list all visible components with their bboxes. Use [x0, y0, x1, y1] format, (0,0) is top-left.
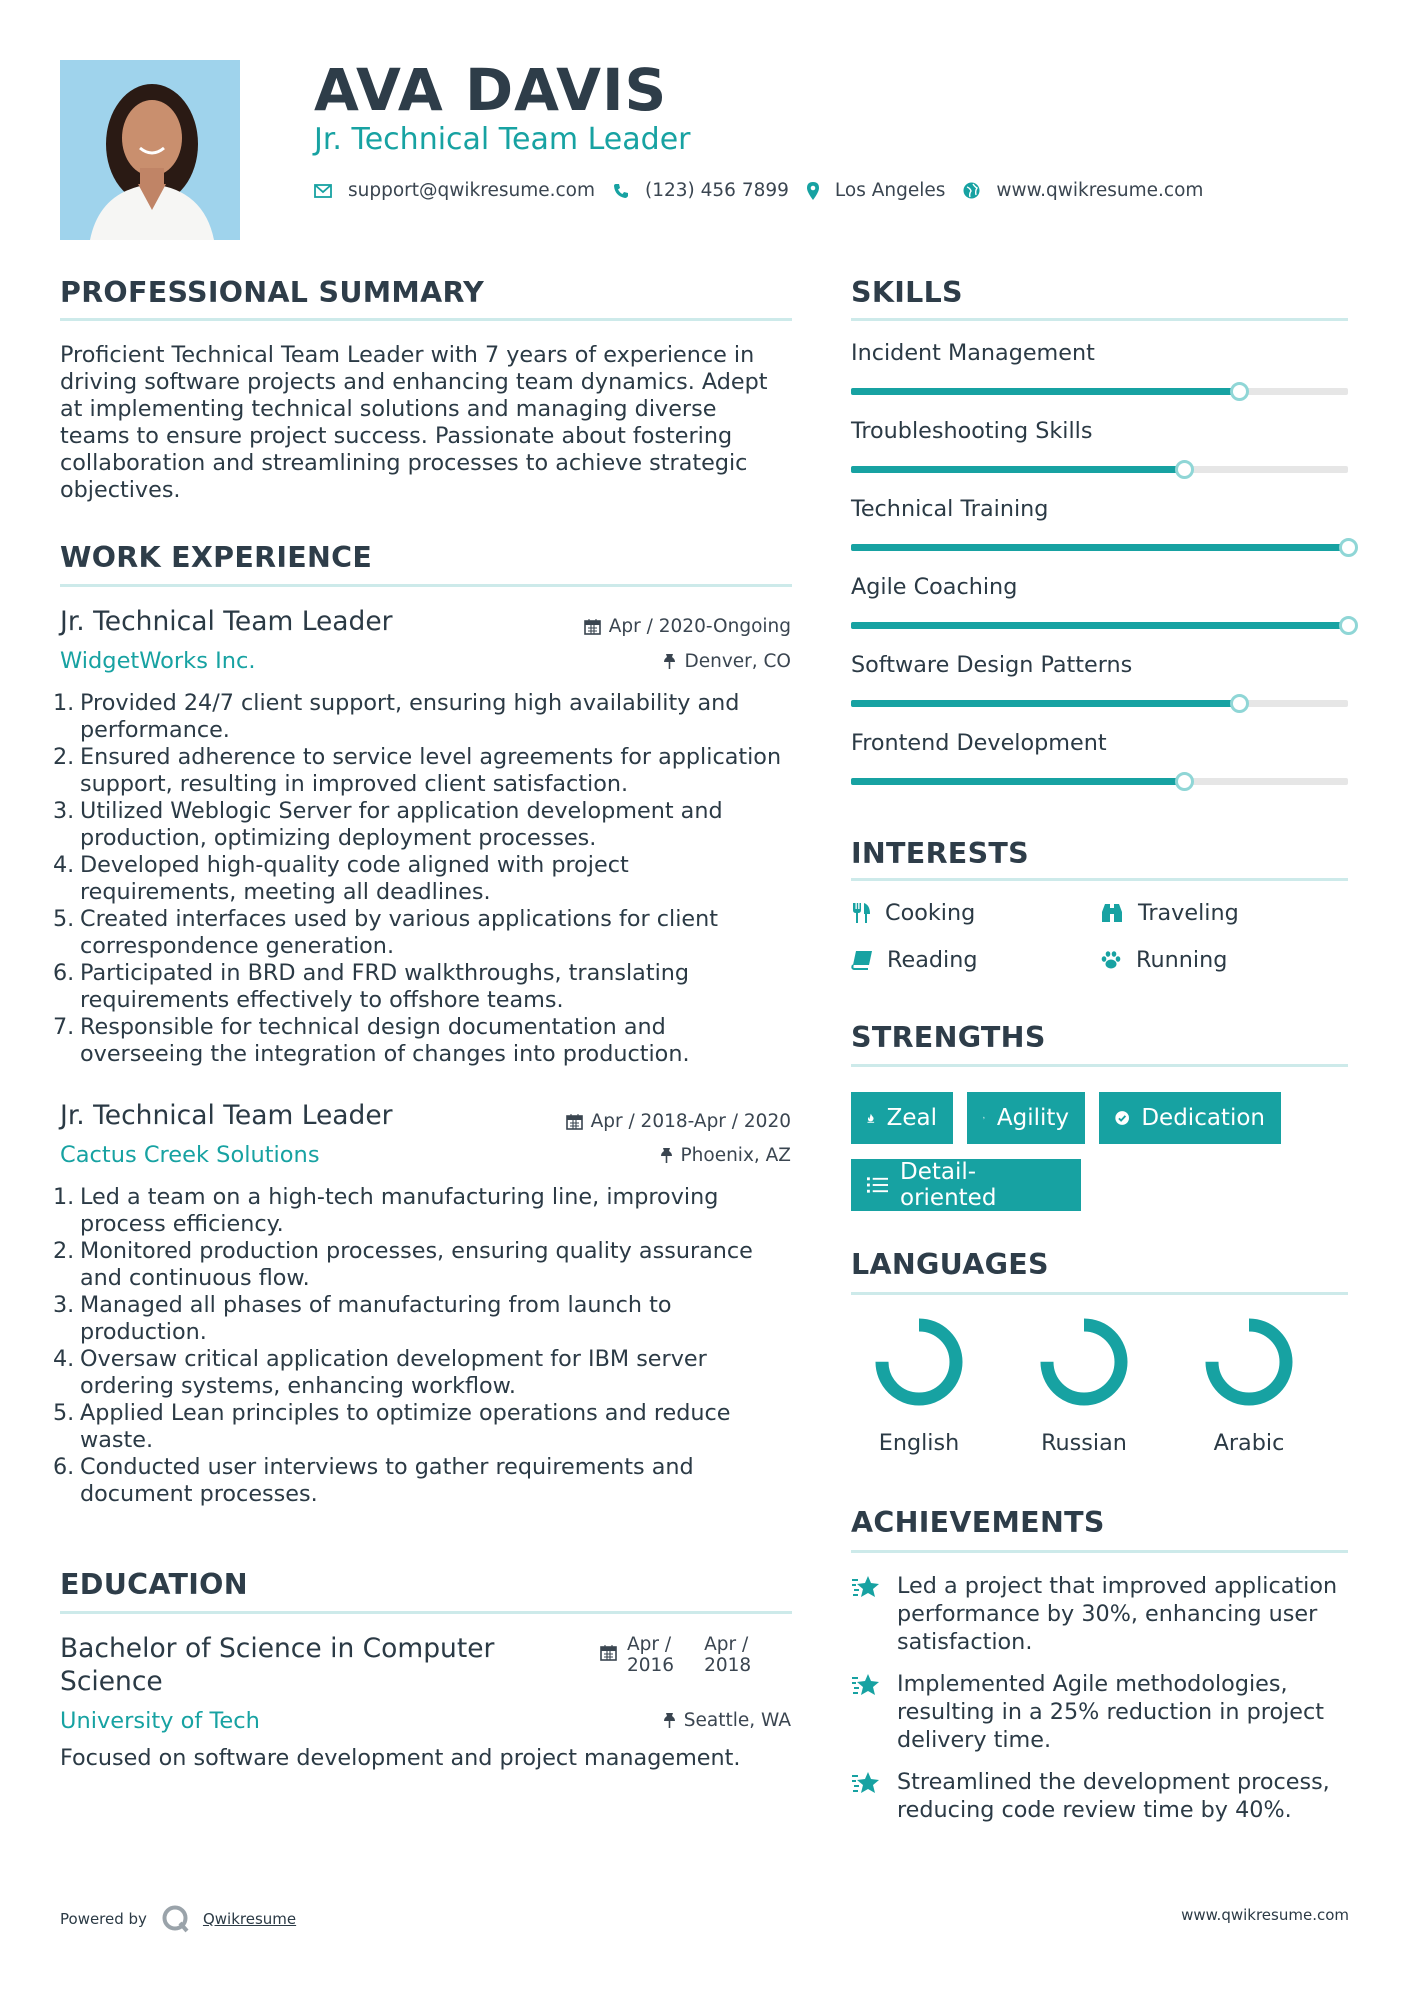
bullet-line: performance.	[80, 717, 230, 743]
skill-bar-fill	[851, 388, 1239, 395]
education-end-year: 2018	[704, 1655, 752, 1676]
job-bullets	[53, 690, 800, 1068]
experience-heading: WORK EXPERIENCE	[60, 541, 373, 574]
bullet-line: Responsible for technical design documentation and	[80, 1014, 666, 1040]
bullet-line: Managed all phases of manufacturing from launch to	[80, 1292, 672, 1318]
skill-item	[851, 730, 1348, 808]
education-rule	[60, 1611, 792, 1614]
bullet-number: 6.	[53, 960, 75, 986]
job-bullet	[53, 744, 800, 798]
language-label: Arabic	[1213, 1430, 1285, 1456]
bullet-line: Provided 24/7 client support, ensuring high availability and	[80, 690, 740, 716]
job-dates	[584, 616, 791, 637]
fire-icon	[867, 1108, 875, 1128]
star-medal-icon	[851, 1770, 881, 1796]
job-bullet	[53, 960, 800, 1014]
bullet-line: Ensured adherence to service level agreements for application	[80, 744, 782, 770]
skill-label: Troubleshooting Skills	[851, 418, 1093, 444]
strength-tag-dedication	[1099, 1092, 1281, 1144]
skill-item	[851, 418, 1348, 496]
strength-tag-agility	[967, 1092, 1085, 1144]
bullet-line: document processes.	[80, 1481, 318, 1507]
bullet-line: production, optimizing deployment processes.	[80, 825, 597, 851]
summary-line: objectives.	[60, 477, 181, 503]
achievement-text: Led a project that improved application performance by 30%, enhancing user satisfaction.	[897, 1573, 1338, 1655]
languages-heading: LANGUAGES	[851, 1248, 1049, 1281]
strengths-heading: STRENGTHS	[851, 1021, 1046, 1054]
phone-text: (123) 456 7899	[645, 180, 789, 201]
skill-bar	[851, 622, 1348, 629]
education-dates	[600, 1634, 751, 1676]
bullet-number: 5.	[53, 1400, 75, 1426]
bullet-number: 4.	[53, 1346, 75, 1372]
language-level-ring	[1034, 1312, 1134, 1412]
bullet-number: 3.	[53, 798, 75, 824]
language-item	[1024, 1312, 1144, 1456]
education-start-year: 2016	[627, 1655, 675, 1676]
language-label: Russian	[1041, 1430, 1127, 1456]
summary-line: Proficient Technical Team Leader with 7 years of experience in	[60, 342, 755, 368]
bullet-number: 6.	[53, 1454, 75, 1480]
language-item	[859, 1312, 979, 1456]
pushpin-icon	[660, 1147, 673, 1164]
bullet-line: correspondence generation.	[80, 933, 395, 959]
job-bullet	[53, 1400, 800, 1454]
summary-rule	[60, 318, 792, 321]
list-icon	[867, 1176, 888, 1194]
pushpin-icon	[663, 653, 676, 670]
bullet-line: Applied Lean principles to optimize operations and reduce	[80, 1400, 731, 1426]
star-medal-icon	[851, 1574, 881, 1600]
education-location	[663, 1710, 791, 1731]
job-location	[663, 651, 791, 672]
bullet-number: 1.	[53, 1184, 75, 1210]
paw-icon	[1100, 950, 1122, 970]
bullet-number: 2.	[53, 1238, 75, 1264]
skill-label: Incident Management	[851, 340, 1095, 366]
achievement-text: Streamlined the development process, reducing code review time by 40%.	[897, 1769, 1330, 1823]
bullet-line: Oversaw critical application development for IBM server	[80, 1346, 707, 1372]
language-ring-arc	[882, 1325, 956, 1399]
interest-traveling	[1100, 900, 1239, 926]
interest-cooking	[851, 900, 975, 926]
summary-line: at implementing technical solutions and managing diverse	[60, 396, 717, 422]
education-location-text: Seattle, WA	[683, 1710, 791, 1731]
footer-powered-by	[60, 1904, 296, 1934]
website-text: www.qwikresume.com	[996, 180, 1204, 201]
job-bullet	[53, 798, 800, 852]
summary-line: teams to ensure project success. Passionate about fostering	[60, 423, 733, 449]
language-label: English	[878, 1430, 960, 1456]
job-bullet	[53, 1014, 800, 1068]
summary-text	[60, 342, 800, 504]
job-location-text: Phoenix, AZ	[680, 1145, 791, 1166]
bullet-line: requirements, meeting all deadlines.	[80, 879, 491, 905]
calendar-icon	[566, 1113, 583, 1130]
contact-phone[interactable]	[613, 180, 789, 201]
check-circle-icon	[1115, 1108, 1129, 1128]
bullet-number: 2.	[53, 744, 75, 770]
language-level-ring	[1199, 1312, 1299, 1412]
skills-heading: SKILLS	[851, 276, 963, 309]
brand-link[interactable]: Qwikresume	[202, 1910, 297, 1928]
skill-level-knob	[1339, 538, 1358, 557]
skill-bar	[851, 466, 1348, 473]
education-description: Focused on software development and project management.	[60, 1745, 741, 1771]
interest-label: Running	[1136, 947, 1228, 973]
skill-item	[851, 574, 1348, 652]
bullet-line: and continuous flow.	[80, 1265, 310, 1291]
bullet-line: process efficiency.	[80, 1211, 284, 1237]
bullet-number: 7.	[53, 1014, 75, 1040]
job-bullet	[53, 1346, 800, 1400]
location-text: Los Angeles	[834, 180, 946, 201]
achievement-text: Implemented Agile methodologies, resulting in a 25% reduction in project delivery time.	[897, 1671, 1324, 1753]
language-ring-arc	[1047, 1325, 1121, 1399]
profile-photo	[60, 60, 240, 240]
bullet-line: Developed high-quality code aligned with project	[80, 852, 629, 878]
skill-label: Technical Training	[851, 496, 1049, 522]
job-bullet	[53, 690, 800, 744]
interest-label: Cooking	[885, 900, 976, 926]
skills-rule	[851, 318, 1348, 321]
powered-by-text: Powered by	[60, 1910, 147, 1928]
skill-bar	[851, 388, 1348, 395]
strength-label: Zeal	[886, 1105, 937, 1131]
calendar-icon	[600, 1644, 617, 1661]
strength-tag-detail-oriented	[851, 1159, 1081, 1211]
achievement-item	[851, 1572, 1351, 1656]
footer-url[interactable]: www.qwikresume.com	[1181, 1906, 1349, 1924]
job-dates-text: Apr / 2018-Apr / 2020	[590, 1111, 791, 1132]
star-medal-icon	[851, 1672, 881, 1698]
job-title: Jr. Technical Team Leader	[60, 606, 393, 637]
bullet-line: ordering systems, enhancing workflow.	[80, 1373, 516, 1399]
language-level-ring	[869, 1312, 969, 1412]
degree-title	[60, 1632, 494, 1698]
job-dates	[566, 1111, 791, 1132]
company-name: WidgetWorks Inc.	[60, 648, 256, 674]
skill-bar-fill	[851, 544, 1348, 551]
email-text: support@qwikresume.com	[348, 180, 595, 201]
job-bullet	[53, 1238, 800, 1292]
skill-label: Software Design Patterns	[851, 652, 1133, 678]
bullet-number: 1.	[53, 690, 75, 716]
skill-item	[851, 652, 1348, 730]
bullet-line: support, resulting in improved client satisfaction.	[80, 771, 629, 797]
skill-bar-fill	[851, 466, 1184, 473]
interests-heading: INTERESTS	[851, 837, 1029, 870]
company-name: Cactus Creek Solutions	[60, 1142, 320, 1168]
job-bullet	[53, 1454, 800, 1508]
strength-label: Agility	[996, 1105, 1069, 1131]
bullet-line: Monitored production processes, ensuring quality assurance	[80, 1238, 753, 1264]
job-location	[660, 1145, 792, 1166]
skill-bar-fill	[851, 700, 1239, 707]
skill-level-knob	[1175, 460, 1194, 479]
achievements-heading: ACHIEVEMENTS	[851, 1506, 1105, 1539]
bullet-line: requirements effectively to offshore teams.	[80, 987, 564, 1013]
job-bullets	[53, 1184, 800, 1508]
skills-list	[851, 340, 1348, 808]
bullet-line: production.	[80, 1319, 207, 1345]
skill-label: Frontend Development	[851, 730, 1107, 756]
achievement-item	[851, 1768, 1351, 1824]
job-title: Jr. Technical Team Leader	[60, 1100, 393, 1131]
bullet-line: overseeing the integration of changes into production.	[80, 1041, 690, 1067]
interest-label: Traveling	[1138, 900, 1239, 926]
skill-level-knob	[1230, 382, 1249, 401]
skill-level-knob	[1339, 616, 1358, 635]
education-end	[704, 1634, 751, 1676]
strength-label: Detail-oriented	[900, 1159, 997, 1211]
strength-tag-zeal	[851, 1092, 953, 1144]
interests-rule	[851, 878, 1348, 881]
contact-bar	[314, 180, 1221, 201]
skill-bar-fill	[851, 622, 1348, 629]
contact-email[interactable]	[314, 180, 595, 201]
education-start-month: Apr /	[627, 1634, 672, 1655]
bullet-number: 3.	[53, 1292, 75, 1318]
summary-line: collaboration and streamlining processes to achieve strategic	[60, 450, 748, 476]
binoculars-icon	[1100, 902, 1124, 924]
book-icon	[851, 950, 873, 970]
calendar-icon	[584, 618, 601, 635]
candidate-title: Jr. Technical Team Leader	[314, 122, 691, 157]
phone-icon	[613, 183, 629, 199]
languages-rule	[851, 1292, 1348, 1295]
education-end-month: Apr /	[704, 1634, 749, 1655]
bullet-line: waste.	[80, 1427, 154, 1453]
job-bullet	[53, 906, 800, 960]
skill-level-knob	[1175, 772, 1194, 791]
bullet-line: Participated in BRD and FRD walkthroughs, translating	[80, 960, 690, 986]
bullet-number: 5.	[53, 906, 75, 932]
skill-bar	[851, 778, 1348, 785]
utensils-icon	[851, 902, 871, 924]
strength-label: Dedication	[1141, 1105, 1265, 1131]
skill-item	[851, 340, 1348, 418]
envelope-icon	[314, 184, 332, 198]
school-name: University of Tech	[60, 1708, 260, 1734]
experience-rule	[60, 584, 792, 587]
bullet-line: Conducted user interviews to gather requirements and	[80, 1454, 694, 1480]
skill-item	[851, 496, 1348, 574]
contact-website[interactable]	[963, 180, 1203, 201]
summary-line: driving software projects and enhancing team dynamics. Adept	[60, 369, 768, 395]
interest-reading	[851, 947, 978, 973]
language-ring-arc	[1212, 1325, 1286, 1399]
skill-bar	[851, 544, 1348, 551]
contact-location	[807, 180, 946, 201]
pushpin-icon	[663, 1712, 676, 1729]
skill-bar-fill	[851, 778, 1184, 785]
languages-list	[851, 1312, 1348, 1472]
qwikresume-logo-icon	[161, 1904, 191, 1934]
skill-level-knob	[1230, 694, 1249, 713]
achievements-list	[851, 1572, 1351, 1824]
achievements-rule	[851, 1550, 1348, 1553]
bullet-line: Led a team on a high-tech manufacturing line, improving	[80, 1184, 719, 1210]
job-location-text: Denver, CO	[684, 651, 791, 672]
bolt-icon	[983, 1107, 985, 1129]
job-dates-text: Apr / 2020-Ongoing	[608, 616, 791, 637]
interest-label: Reading	[887, 947, 978, 973]
bullet-line: Created interfaces used by various applications for client	[80, 906, 718, 932]
summary-heading: PROFESSIONAL SUMMARY	[60, 276, 485, 309]
job-bullet	[53, 1292, 800, 1346]
candidate-name: AVA DAVIS	[314, 56, 668, 124]
job-bullet	[53, 852, 800, 906]
education-heading: EDUCATION	[60, 1568, 248, 1601]
strengths-rule	[851, 1064, 1348, 1067]
interest-running	[1100, 947, 1227, 973]
achievement-item	[851, 1670, 1351, 1754]
skill-label: Agile Coaching	[851, 574, 1018, 600]
degree-line: Bachelor of Science in Computer	[60, 1633, 495, 1664]
job-bullet	[53, 1184, 800, 1238]
bullet-number: 4.	[53, 852, 75, 878]
degree-line: Science	[60, 1666, 163, 1697]
bullet-line: Utilized Weblogic Server for application development and	[80, 798, 723, 824]
globe-icon	[963, 182, 980, 199]
skill-bar	[851, 700, 1348, 707]
language-item	[1189, 1312, 1309, 1456]
map-marker-icon	[807, 182, 819, 200]
education-start	[627, 1634, 674, 1676]
